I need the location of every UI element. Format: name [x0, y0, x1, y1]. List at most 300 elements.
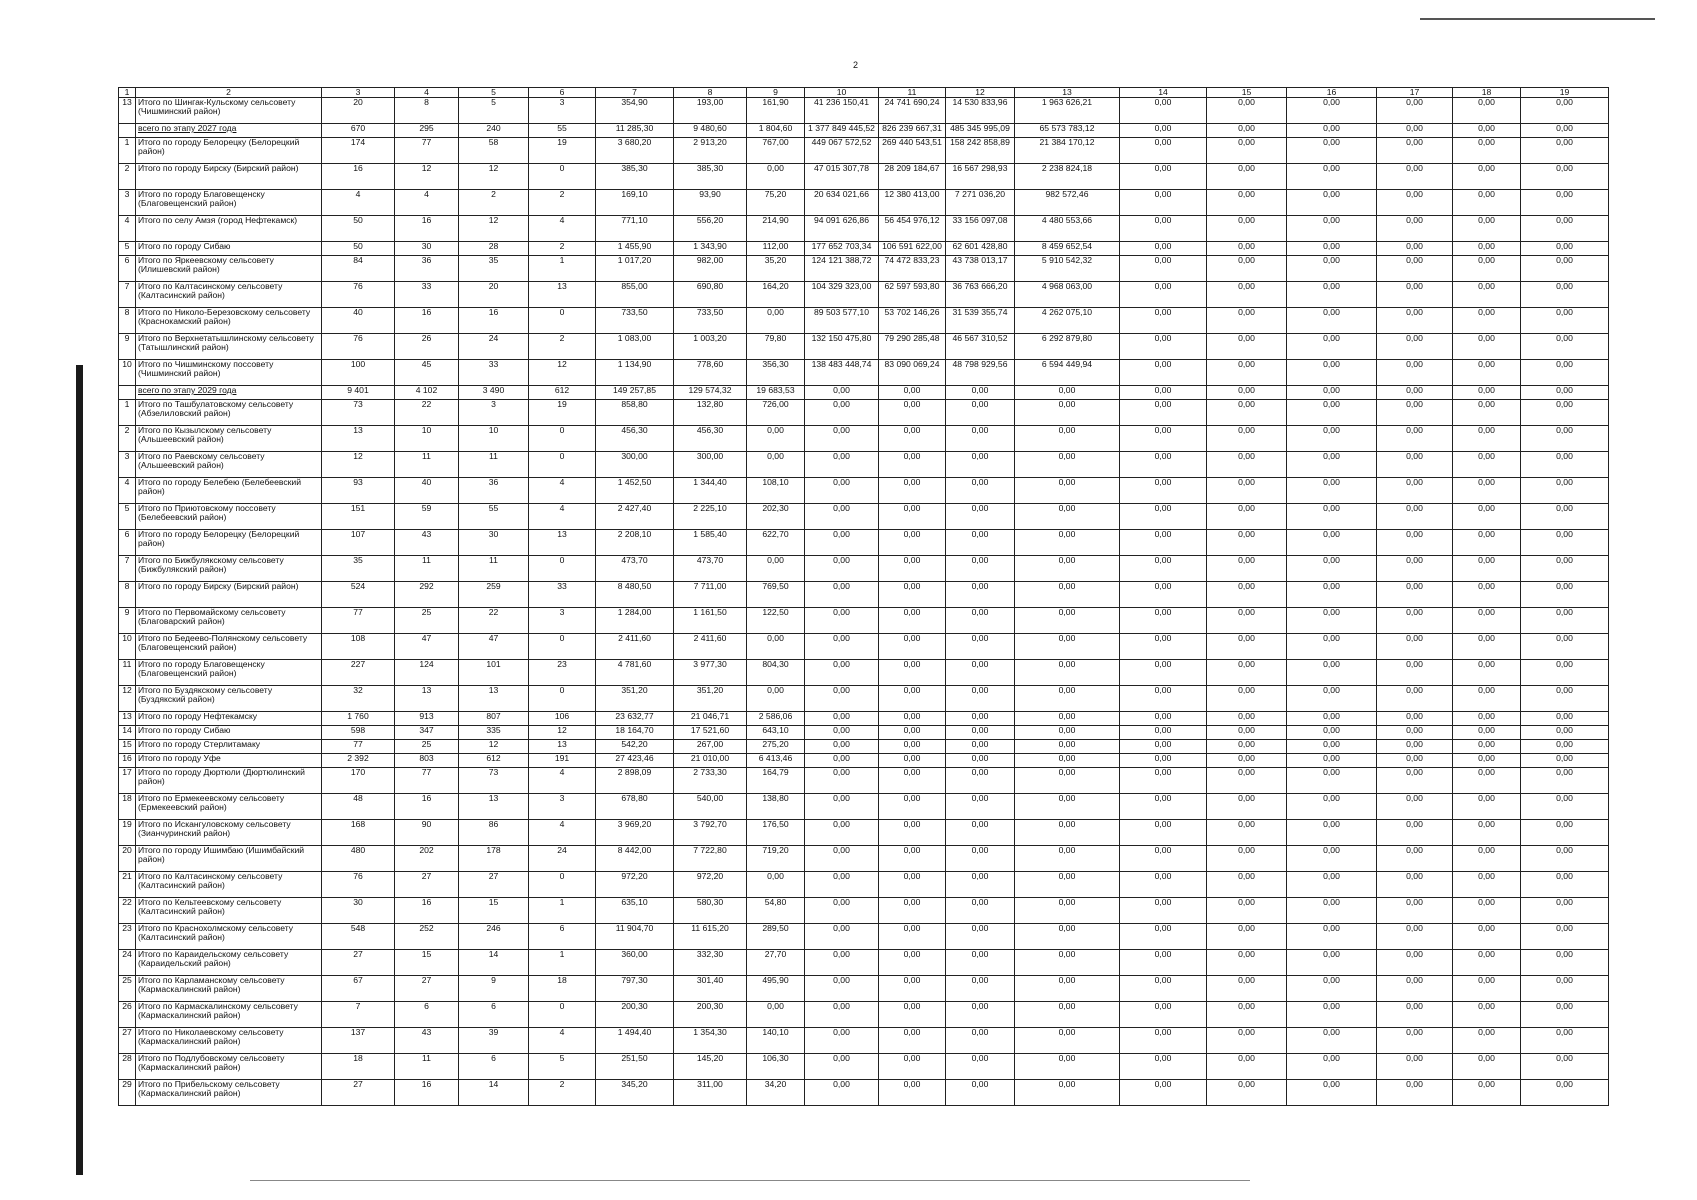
value-cell: 0,00 [1287, 530, 1377, 556]
value-cell: 0,00 [1287, 124, 1377, 138]
value-cell: 0,00 [1287, 1080, 1377, 1106]
value-cell: 27 [459, 872, 529, 898]
value-cell: 140,10 [747, 1028, 805, 1054]
value-cell: 0,00 [879, 820, 946, 846]
column-number-row [119, 88, 1609, 98]
table-row [119, 686, 1609, 712]
value-cell: 14 530 833,96 [946, 98, 1015, 124]
row-number-cell: 26 [119, 1002, 136, 1028]
value-cell: 295 [395, 124, 459, 138]
value-cell: 769,50 [747, 582, 805, 608]
value-cell: 25 [395, 740, 459, 754]
value-cell: 0,00 [879, 634, 946, 660]
value-cell: 0,00 [1453, 504, 1521, 530]
value-cell: 5 910 542,32 [1015, 256, 1120, 282]
row-number-cell: 2 [119, 426, 136, 452]
value-cell: 2 [529, 334, 596, 360]
row-number-cell: 23 [119, 924, 136, 950]
value-cell: 0,00 [805, 452, 879, 478]
value-cell: 7 271 036,20 [946, 190, 1015, 216]
value-cell: 0,00 [1015, 426, 1120, 452]
column-number-cell: 10 [805, 88, 879, 98]
value-cell: 11 [395, 556, 459, 582]
value-cell: 0,00 [879, 686, 946, 712]
value-cell: 1 455,90 [596, 242, 674, 256]
value-cell: 0,00 [1377, 242, 1453, 256]
value-cell: 0,00 [1207, 164, 1287, 190]
value-cell: 0,00 [1207, 530, 1287, 556]
value-cell: 14 [459, 950, 529, 976]
value-cell: 0,00 [1377, 754, 1453, 768]
value-cell: 0,00 [1453, 216, 1521, 242]
value-cell: 0,00 [946, 820, 1015, 846]
row-number-cell: 27 [119, 1028, 136, 1054]
value-cell: 6 [459, 1002, 529, 1028]
column-number-cell: 11 [879, 88, 946, 98]
value-cell: 0,00 [1521, 400, 1609, 426]
value-cell: 0,00 [1120, 726, 1207, 740]
settlement-name-cell: Итого по городу Белорецку (Белорецкий район) [136, 530, 322, 556]
value-cell: 124 121 388,72 [805, 256, 879, 282]
table-row [119, 164, 1609, 190]
value-cell: 2 898,09 [596, 768, 674, 794]
value-cell: 0,00 [946, 634, 1015, 660]
value-cell: 913 [395, 712, 459, 726]
value-cell: 480 [322, 846, 395, 872]
value-cell: 0,00 [1453, 976, 1521, 1002]
value-cell: 0,00 [879, 452, 946, 478]
table-row [119, 334, 1609, 360]
value-cell: 122,50 [747, 608, 805, 634]
value-cell: 0,00 [1377, 334, 1453, 360]
value-cell: 149 257,85 [596, 386, 674, 400]
value-cell: 11 [395, 452, 459, 478]
row-number-cell: 29 [119, 1080, 136, 1106]
value-cell: 55 [459, 504, 529, 530]
value-cell: 0,00 [1015, 712, 1120, 726]
value-cell: 32 [322, 686, 395, 712]
row-number-cell: 14 [119, 726, 136, 740]
value-cell: 0,00 [1377, 360, 1453, 386]
value-cell: 27,70 [747, 950, 805, 976]
value-cell: 0,00 [1015, 582, 1120, 608]
value-cell: 79,80 [747, 334, 805, 360]
value-cell: 0,00 [1377, 846, 1453, 872]
value-cell: 1 804,60 [747, 124, 805, 138]
value-cell: 13 [459, 686, 529, 712]
value-cell: 12 [459, 216, 529, 242]
value-cell: 16 [395, 794, 459, 820]
value-cell: 0,00 [1120, 872, 1207, 898]
value-cell: 13 [395, 686, 459, 712]
value-cell: 1 [529, 898, 596, 924]
value-cell: 0,00 [1377, 726, 1453, 740]
value-cell: 0,00 [1207, 872, 1287, 898]
table-row [119, 216, 1609, 242]
value-cell: 0,00 [1287, 1002, 1377, 1028]
scan-edge-shadow [76, 365, 83, 1175]
value-cell: 0,00 [1453, 740, 1521, 754]
value-cell: 75,20 [747, 190, 805, 216]
value-cell: 0,00 [1015, 794, 1120, 820]
table-row [119, 400, 1609, 426]
settlement-name-cell: Итого по городу Сибаю [136, 242, 322, 256]
value-cell: 0,00 [805, 768, 879, 794]
value-cell: 0,00 [1453, 754, 1521, 768]
value-cell: 129 574,32 [674, 386, 747, 400]
table-row [119, 872, 1609, 898]
value-cell: 11 [395, 1054, 459, 1080]
value-cell: 4 102 [395, 386, 459, 400]
value-cell: 858,80 [596, 400, 674, 426]
value-cell: 0,00 [1287, 740, 1377, 754]
value-cell: 4 [529, 216, 596, 242]
value-cell: 0,00 [1207, 400, 1287, 426]
value-cell: 0,00 [1015, 820, 1120, 846]
value-cell: 50 [322, 242, 395, 256]
value-cell: 0,00 [805, 1028, 879, 1054]
table-row [119, 138, 1609, 164]
value-cell: 385,30 [596, 164, 674, 190]
value-cell: 1 017,20 [596, 256, 674, 282]
value-cell: 0,00 [1120, 712, 1207, 726]
value-cell: 0,00 [1015, 1054, 1120, 1080]
value-cell: 0,00 [1521, 686, 1609, 712]
value-cell: 240 [459, 124, 529, 138]
value-cell: 351,20 [674, 686, 747, 712]
value-cell: 8 480,50 [596, 582, 674, 608]
value-cell: 0,00 [1377, 608, 1453, 634]
value-cell: 3 977,30 [674, 660, 747, 686]
value-cell: 2 913,20 [674, 138, 747, 164]
row-number-cell [119, 386, 136, 400]
value-cell: 0,00 [1521, 872, 1609, 898]
value-cell: 0,00 [1453, 124, 1521, 138]
value-cell: 0,00 [1453, 634, 1521, 660]
value-cell: 0,00 [1453, 1080, 1521, 1106]
value-cell: 612 [459, 754, 529, 768]
column-number-cell: 8 [674, 88, 747, 98]
value-cell: 0 [529, 634, 596, 660]
value-cell: 0,00 [1453, 138, 1521, 164]
value-cell: 0,00 [879, 924, 946, 950]
value-cell: 6 594 449,94 [1015, 360, 1120, 386]
value-cell: 0,00 [1015, 386, 1120, 400]
value-cell: 30 [459, 530, 529, 556]
value-cell: 0,00 [946, 582, 1015, 608]
value-cell: 0,00 [1207, 686, 1287, 712]
value-cell: 25 [395, 608, 459, 634]
value-cell: 1 344,40 [674, 478, 747, 504]
value-cell: 94 091 626,86 [805, 216, 879, 242]
value-cell: 16 [395, 308, 459, 334]
row-number-cell: 5 [119, 242, 136, 256]
value-cell: 0 [529, 686, 596, 712]
value-cell: 0,00 [1377, 794, 1453, 820]
value-cell: 0,00 [946, 950, 1015, 976]
value-cell: 4 [529, 478, 596, 504]
value-cell: 670 [322, 124, 395, 138]
value-cell: 0,00 [1287, 98, 1377, 124]
column-number-cell: 16 [1287, 88, 1377, 98]
value-cell: 0,00 [1120, 386, 1207, 400]
table-row [119, 360, 1609, 386]
scan-artifact-line-bottom [250, 1180, 1250, 1181]
value-cell: 0 [529, 452, 596, 478]
value-cell: 0,00 [1521, 164, 1609, 190]
value-cell: 62 601 428,80 [946, 242, 1015, 256]
value-cell: 0,00 [1015, 846, 1120, 872]
value-cell: 18 [322, 1054, 395, 1080]
value-cell: 67 [322, 976, 395, 1002]
value-cell: 0 [529, 1002, 596, 1028]
value-cell: 0,00 [1377, 190, 1453, 216]
value-cell: 0,00 [1207, 360, 1287, 386]
value-cell: 3 [459, 400, 529, 426]
value-cell: 0,00 [1287, 216, 1377, 242]
value-cell: 0,00 [1521, 794, 1609, 820]
value-cell: 0,00 [1120, 334, 1207, 360]
value-cell: 0,00 [1377, 216, 1453, 242]
value-cell: 0,00 [1521, 386, 1609, 400]
value-cell: 0,00 [879, 1028, 946, 1054]
table-row [119, 794, 1609, 820]
value-cell: 45 [395, 360, 459, 386]
value-cell: 28 209 184,67 [879, 164, 946, 190]
value-cell: 0,00 [1287, 582, 1377, 608]
value-cell: 0,00 [1453, 846, 1521, 872]
value-cell: 0,00 [1015, 608, 1120, 634]
value-cell: 0,00 [946, 426, 1015, 452]
value-cell: 259 [459, 582, 529, 608]
column-number-cell: 18 [1453, 88, 1521, 98]
value-cell: 0,00 [1521, 950, 1609, 976]
value-cell: 292 [395, 582, 459, 608]
stage-total-row [119, 124, 1609, 138]
value-cell: 53 702 146,26 [879, 308, 946, 334]
column-number-cell: 17 [1377, 88, 1453, 98]
value-cell: 0 [529, 308, 596, 334]
settlement-name-cell: Итого по Приютовскому поссовету (Белебеевский район) [136, 504, 322, 530]
column-number-cell: 7 [596, 88, 674, 98]
value-cell: 0,00 [1207, 608, 1287, 634]
value-cell: 1 494,40 [596, 1028, 674, 1054]
value-cell: 0,00 [1207, 216, 1287, 242]
value-cell: 0,00 [1287, 242, 1377, 256]
settlement-name-cell: Итого по Ташбулатовскому сельсовету (Абзелиловский район) [136, 400, 322, 426]
value-cell: 21 384 170,12 [1015, 138, 1120, 164]
value-cell: 0,00 [1207, 242, 1287, 256]
settlement-name-cell: Итого по городу Ишимбаю (Ишимбайский район) [136, 846, 322, 872]
value-cell: 13 [529, 740, 596, 754]
value-cell: 0,00 [1377, 256, 1453, 282]
value-cell: 0,00 [1377, 400, 1453, 426]
row-number-cell: 3 [119, 190, 136, 216]
value-cell: 3 969,20 [596, 820, 674, 846]
row-number-cell: 13 [119, 712, 136, 726]
value-cell: 0,00 [1453, 712, 1521, 726]
value-cell: 12 [529, 360, 596, 386]
value-cell: 0,00 [1521, 1080, 1609, 1106]
value-cell: 0,00 [1521, 976, 1609, 1002]
table-row [119, 976, 1609, 1002]
value-cell: 12 [459, 164, 529, 190]
value-cell: 11 [459, 556, 529, 582]
value-cell: 2 225,10 [674, 504, 747, 530]
value-cell: 0,00 [805, 754, 879, 768]
value-cell: 0,00 [747, 872, 805, 898]
value-cell: 803 [395, 754, 459, 768]
value-cell: 20 [459, 282, 529, 308]
value-cell: 0,00 [1377, 1028, 1453, 1054]
value-cell: 0,00 [1453, 582, 1521, 608]
value-cell: 0,00 [1453, 242, 1521, 256]
value-cell: 4 [395, 190, 459, 216]
value-cell: 4 [529, 820, 596, 846]
value-cell: 3 [529, 98, 596, 124]
value-cell: 20 634 021,66 [805, 190, 879, 216]
value-cell: 385,30 [674, 164, 747, 190]
value-cell: 0,00 [1521, 608, 1609, 634]
value-cell: 0,00 [1287, 924, 1377, 950]
value-cell: 0,00 [1287, 334, 1377, 360]
value-cell: 0,00 [805, 426, 879, 452]
value-cell: 0,00 [946, 1002, 1015, 1028]
value-cell: 0,00 [747, 634, 805, 660]
settlement-name-cell: Итого по Чишминскому поссовету (Чишминский район) [136, 360, 322, 386]
value-cell: 20 [322, 98, 395, 124]
settlement-name-cell: Итого по Раевскому сельсовету (Альшеевский район) [136, 452, 322, 478]
value-cell: 0,00 [1015, 400, 1120, 426]
value-cell: 23 [529, 660, 596, 686]
value-cell: 12 [322, 452, 395, 478]
value-cell: 855,00 [596, 282, 674, 308]
value-cell: 16 [459, 308, 529, 334]
value-cell: 27 [322, 1080, 395, 1106]
value-cell: 43 738 013,17 [946, 256, 1015, 282]
value-cell: 48 798 929,56 [946, 360, 1015, 386]
value-cell: 0,00 [879, 794, 946, 820]
value-cell: 0,00 [1287, 686, 1377, 712]
value-cell: 0,00 [805, 898, 879, 924]
value-cell: 0,00 [1207, 334, 1287, 360]
value-cell: 0,00 [1377, 426, 1453, 452]
value-cell: 6 [395, 1002, 459, 1028]
value-cell: 0,00 [805, 608, 879, 634]
table-row [119, 820, 1609, 846]
table-body [119, 88, 1609, 1106]
value-cell: 0,00 [946, 530, 1015, 556]
value-cell: 0,00 [1120, 582, 1207, 608]
value-cell: 0,00 [1521, 426, 1609, 452]
row-number-cell: 20 [119, 846, 136, 872]
value-cell: 0,00 [879, 530, 946, 556]
settlement-name-cell: Итого по городу Дюртюли (Дюртюлинский район) [136, 768, 322, 794]
value-cell: 11 285,30 [596, 124, 674, 138]
value-cell: 0,00 [1453, 1002, 1521, 1028]
value-cell: 0,00 [1207, 386, 1287, 400]
table-row [119, 98, 1609, 124]
value-cell: 36 [459, 478, 529, 504]
value-cell: 0,00 [1207, 426, 1287, 452]
value-cell: 0,00 [1453, 898, 1521, 924]
value-cell: 0,00 [946, 452, 1015, 478]
value-cell: 4 480 553,66 [1015, 216, 1120, 242]
value-cell: 0,00 [1120, 308, 1207, 334]
value-cell: 193,00 [674, 98, 747, 124]
value-cell: 3 792,70 [674, 820, 747, 846]
value-cell: 0,00 [879, 660, 946, 686]
settlement-name-cell: Итого по Калтасинскому сельсовету (Калтасинский район) [136, 282, 322, 308]
table-row [119, 190, 1609, 216]
value-cell: 0,00 [1207, 452, 1287, 478]
value-cell: 1 284,00 [596, 608, 674, 634]
value-cell: 0,00 [1453, 190, 1521, 216]
value-cell: 0,00 [1287, 846, 1377, 872]
value-cell: 56 454 976,12 [879, 216, 946, 242]
value-cell: 0,00 [1453, 530, 1521, 556]
value-cell: 0,00 [946, 794, 1015, 820]
value-cell: 485 345 995,09 [946, 124, 1015, 138]
value-cell: 4 [529, 768, 596, 794]
value-cell: 0,00 [805, 686, 879, 712]
settlement-name-cell: Итого по Ермекеевскому сельсовету (Ермекеевский район) [136, 794, 322, 820]
row-number-cell: 9 [119, 608, 136, 634]
value-cell: 0,00 [1377, 976, 1453, 1002]
value-cell: 1 760 [322, 712, 395, 726]
value-cell: 3 680,20 [596, 138, 674, 164]
value-cell: 0,00 [1207, 794, 1287, 820]
value-cell: 335 [459, 726, 529, 740]
column-number-cell: 3 [322, 88, 395, 98]
value-cell: 826 239 667,31 [879, 124, 946, 138]
value-cell: 108 [322, 634, 395, 660]
value-cell: 0,00 [1521, 138, 1609, 164]
value-cell: 0,00 [1521, 712, 1609, 726]
value-cell: 0,00 [1453, 556, 1521, 582]
value-cell: 11 [459, 452, 529, 478]
value-cell: 0,00 [1015, 686, 1120, 712]
value-cell: 5 [529, 1054, 596, 1080]
settlement-name-cell: Итого по селу Амзя (город Нефтекамск) [136, 216, 322, 242]
settlement-name-cell: Итого по Калтасинскому сельсовету (Калтасинский район) [136, 872, 322, 898]
value-cell: 2 238 824,18 [1015, 164, 1120, 190]
row-number-cell: 18 [119, 794, 136, 820]
value-cell: 0,00 [879, 1002, 946, 1028]
value-cell: 77 [322, 740, 395, 754]
value-cell: 24 [459, 334, 529, 360]
row-number-cell: 17 [119, 768, 136, 794]
value-cell: 138 483 448,74 [805, 360, 879, 386]
value-cell: 0,00 [946, 1080, 1015, 1106]
value-cell: 164,20 [747, 282, 805, 308]
value-cell: 23 632,77 [596, 712, 674, 726]
value-cell: 77 [395, 768, 459, 794]
value-cell: 982,00 [674, 256, 747, 282]
value-cell: 12 380 413,00 [879, 190, 946, 216]
settlement-name-cell: Итого по Яркеевскому сельсовету (Илишевский район) [136, 256, 322, 282]
value-cell: 8 [395, 98, 459, 124]
value-cell: 1 003,20 [674, 334, 747, 360]
value-cell: 0,00 [1287, 872, 1377, 898]
column-number-cell: 14 [1120, 88, 1207, 98]
row-number-cell: 13 [119, 98, 136, 124]
value-cell: 10 [459, 426, 529, 452]
row-number-cell: 15 [119, 740, 136, 754]
value-cell: 9 [459, 976, 529, 1002]
value-cell: 93 [322, 478, 395, 504]
row-number-cell: 2 [119, 164, 136, 190]
